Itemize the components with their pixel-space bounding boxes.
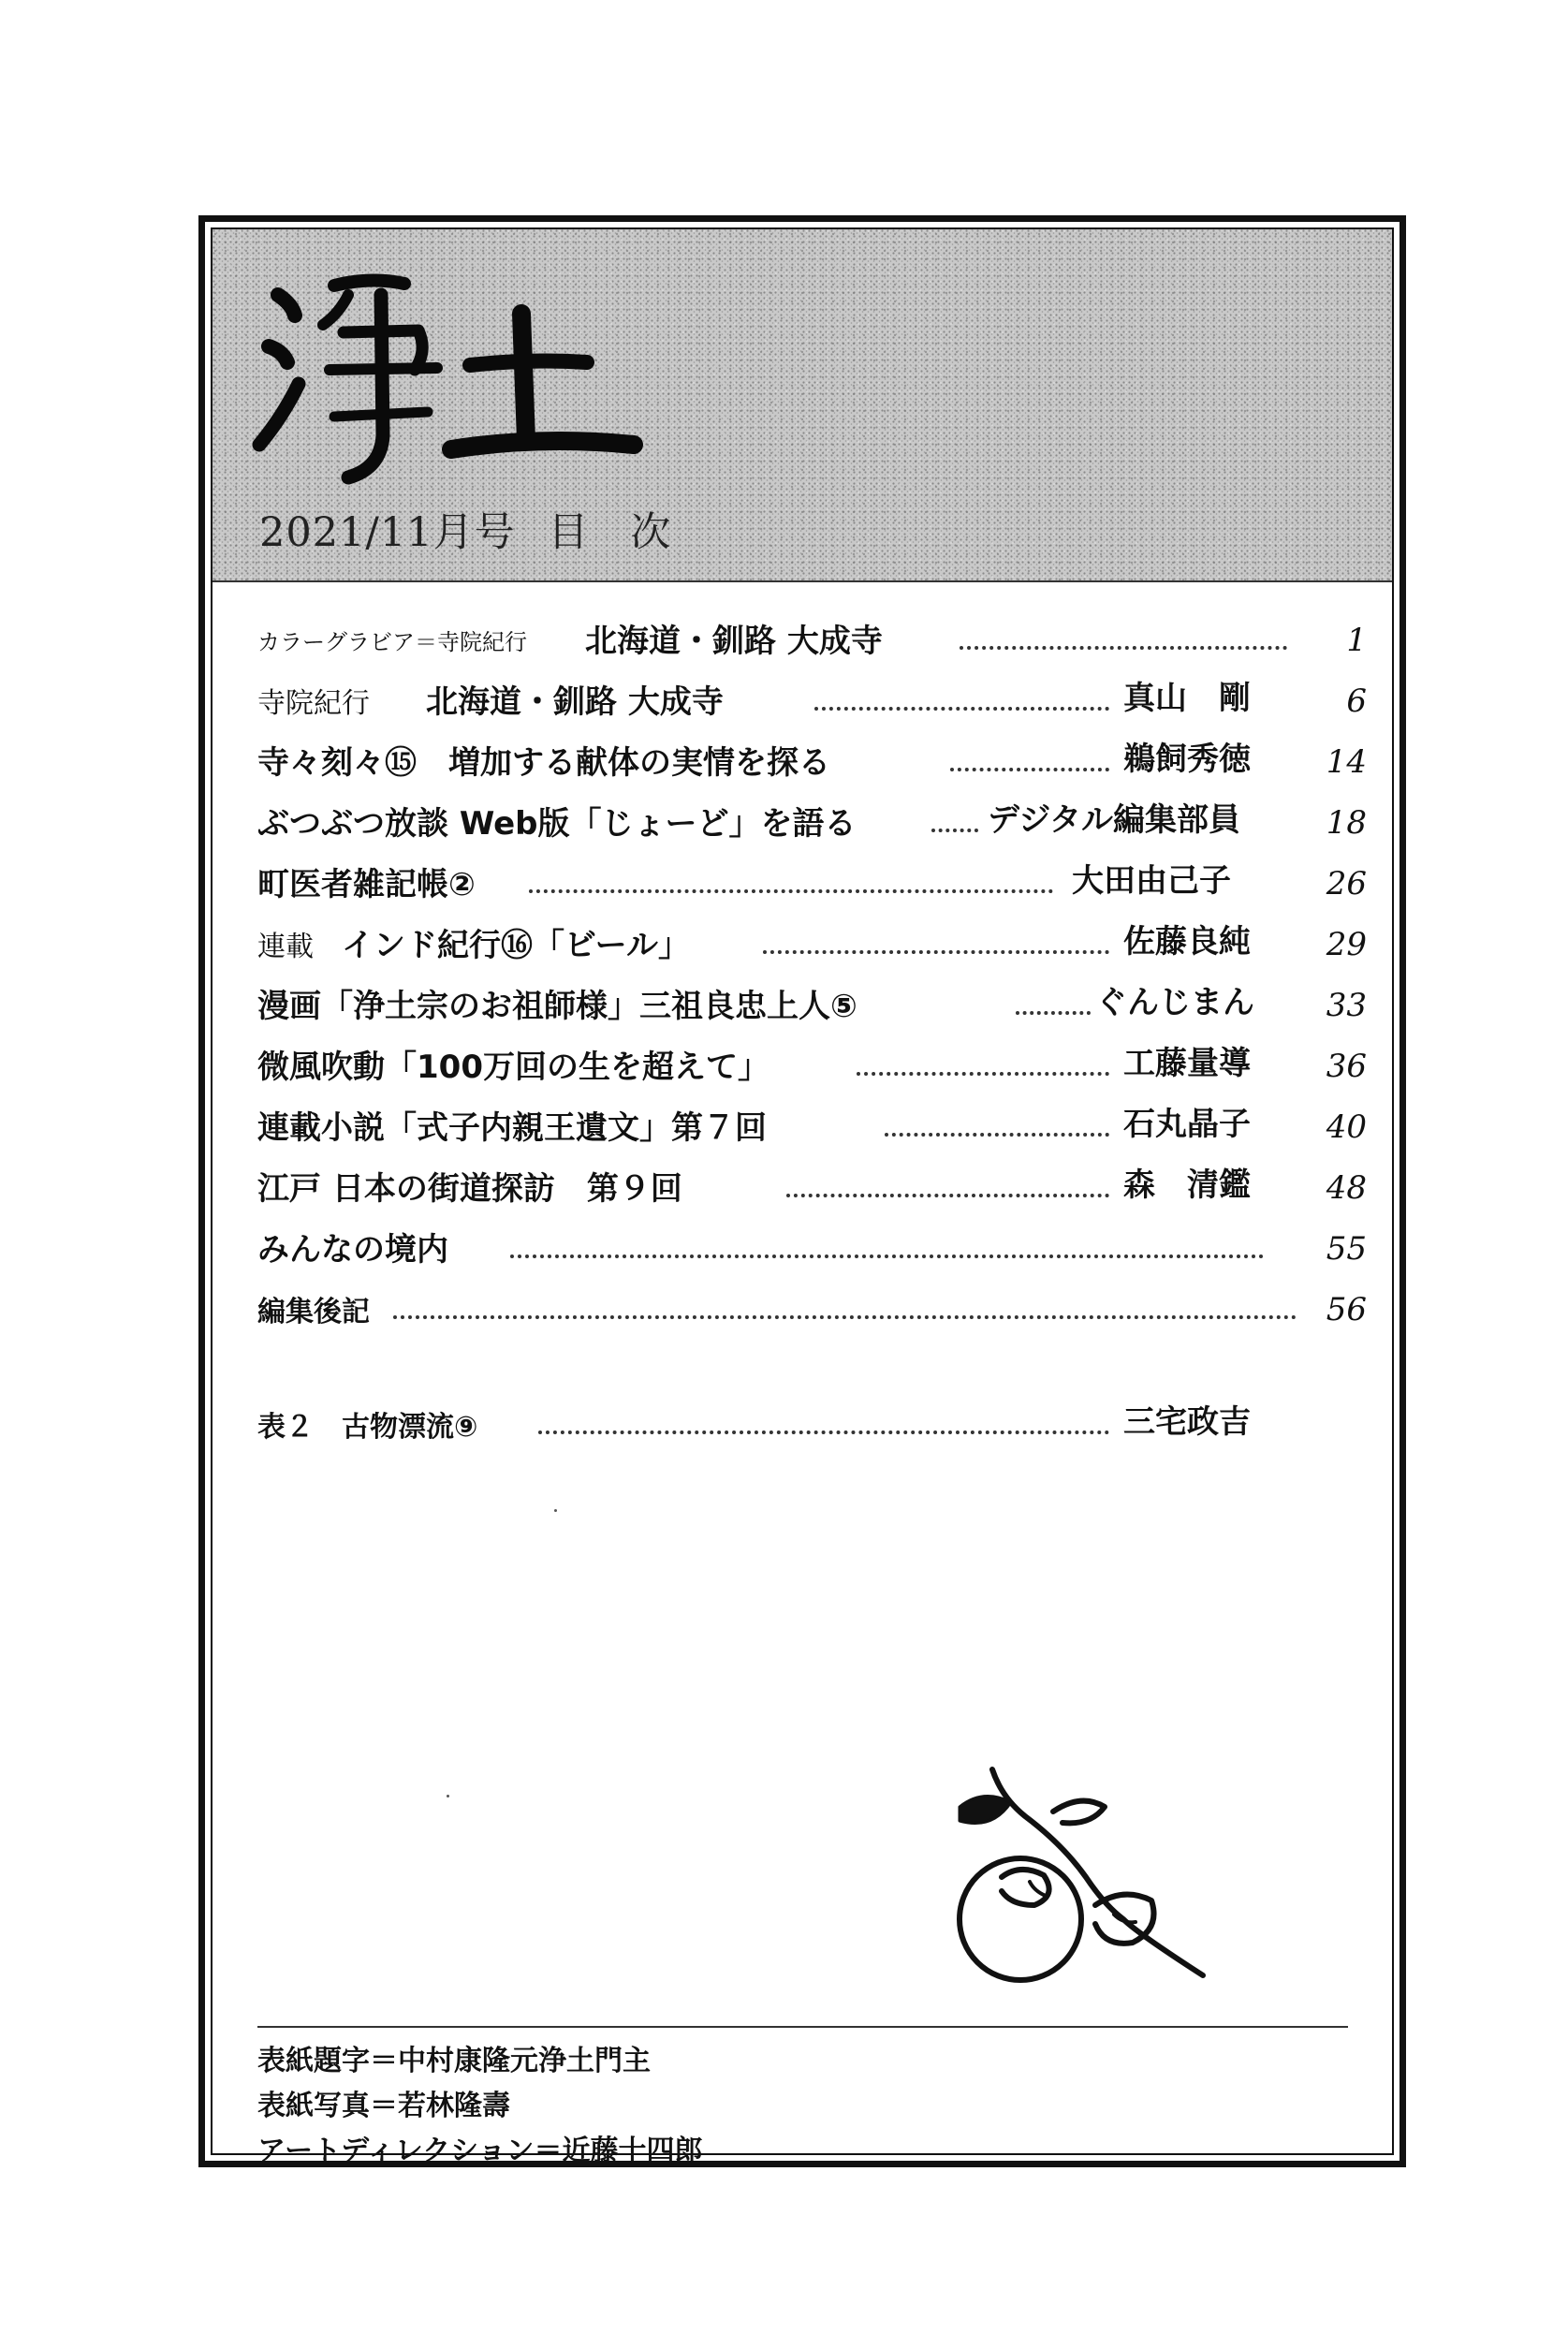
toc-page: 56 [1326, 1291, 1367, 1328]
toc-title: インド紀行⑯「ビール」 [342, 927, 690, 964]
toc-row[interactable] [257, 1033, 1367, 1089]
dot-leader [885, 1133, 1109, 1137]
toc-page: 40 [1326, 1108, 1367, 1146]
toc-row[interactable] [257, 1276, 1367, 1332]
toc-page: 29 [1326, 926, 1367, 963]
dot-leader [763, 950, 1109, 954]
toc-row[interactable] [257, 1215, 1367, 1271]
toc-page: 18 [1326, 804, 1367, 842]
toc-title: 寺々刻々⑮ 増加する献体の実情を探る [257, 744, 830, 782]
toc-author: 工藤量導 [1123, 1045, 1251, 1082]
toc-page: 48 [1326, 1169, 1367, 1207]
dot-leader [538, 1431, 1109, 1434]
dot-leader [510, 1255, 1264, 1258]
toc-prefix: カラーグラビア＝寺院紀行 [257, 629, 527, 655]
dot-leader [857, 1072, 1109, 1076]
toc-title: 北海道・釧路 大成寺 [585, 623, 883, 660]
toc-title: 連載小説「式子内親王遺文」第７回 [257, 1109, 767, 1147]
credit-cover-photo: 表紙写真＝若林隆壽 [257, 2090, 510, 2122]
toc-prefix: 連載 [257, 931, 314, 963]
toc-row[interactable] [257, 728, 1367, 785]
toc-title: みんなの境内 [257, 1231, 448, 1269]
dot-leader [393, 1315, 1297, 1319]
toc-author: ぐんじまん [1095, 984, 1254, 1021]
credit-cover-calligraphy: 表紙題字＝中村康隆元浄土門主 [257, 2045, 651, 2077]
toc-author: 大田由己子 [1072, 862, 1231, 900]
print-speck [554, 1509, 557, 1512]
toc-row[interactable] [257, 1154, 1367, 1211]
toc-page: 36 [1326, 1048, 1367, 1085]
dot-leader [529, 889, 1053, 893]
toc-row[interactable] [257, 789, 1367, 845]
toc-extra-row[interactable] [257, 1391, 1367, 1447]
dot-leader [1016, 1011, 1091, 1015]
toc-author: 森 清鑑 [1123, 1166, 1251, 1204]
toc-row[interactable] [257, 972, 1367, 1028]
calligraphy-title [241, 257, 671, 501]
toc-title: 編集後記 [257, 1296, 370, 1328]
credits [257, 2039, 703, 2174]
toc-title: 微風吹動「100万回の生を超えて」 [257, 1049, 769, 1086]
toc-page: 55 [1326, 1230, 1367, 1268]
toc-author: 石丸晶子 [1123, 1106, 1251, 1143]
toc-page: 14 [1326, 743, 1367, 781]
print-speck [447, 1795, 449, 1797]
toc-author: 佐藤良純 [1123, 923, 1251, 961]
toc-page: 6 [1346, 682, 1367, 720]
issue-date: 2021/11月号 [259, 509, 516, 556]
contents-label: 目 次 [548, 509, 672, 556]
toc-author: 真山 剛 [1123, 680, 1251, 717]
toc-title: 江戸 日本の街道探訪 第９回 [257, 1170, 682, 1208]
toc-author: デジタル編集部員 [988, 801, 1240, 839]
toc-row[interactable] [257, 911, 1367, 967]
dot-leader [950, 768, 1109, 771]
toc-title: 町医者雑記帳② [257, 866, 476, 903]
extra-author: 三宅政吉 [1123, 1403, 1251, 1441]
masthead [212, 229, 1392, 582]
toc-row[interactable] [257, 607, 1367, 663]
toc-title: ぶつぶつ放談 Web版「じょーど」を語る [257, 805, 857, 843]
toc-author: 鵜飼秀徳 [1123, 741, 1251, 778]
toc-page: 33 [1326, 987, 1367, 1024]
credit-art-direction: アートディレクション＝近藤十四郎 [257, 2135, 703, 2167]
extra-label: 表２ 古物漂流⑨ [257, 1411, 478, 1444]
toc-page: 26 [1326, 865, 1367, 902]
toc-prefix: 寺院紀行 [257, 687, 370, 720]
toc-page: 1 [1346, 622, 1367, 659]
toc-row[interactable] [257, 668, 1367, 724]
persimmon-illustration [922, 1765, 1222, 1999]
dot-leader [960, 646, 1287, 650]
issue-line [259, 501, 690, 558]
credits-divider [257, 2026, 1348, 2028]
dot-leader [931, 829, 978, 832]
dot-leader [814, 707, 1109, 711]
toc-row[interactable] [257, 850, 1367, 906]
dot-leader [786, 1194, 1109, 1197]
toc-row[interactable] [257, 1093, 1367, 1150]
toc-title: 北海道・釧路 大成寺 [426, 683, 724, 721]
toc-title: 漫画「浄土宗のお祖師様」三祖良忠上人⑤ [257, 988, 857, 1025]
